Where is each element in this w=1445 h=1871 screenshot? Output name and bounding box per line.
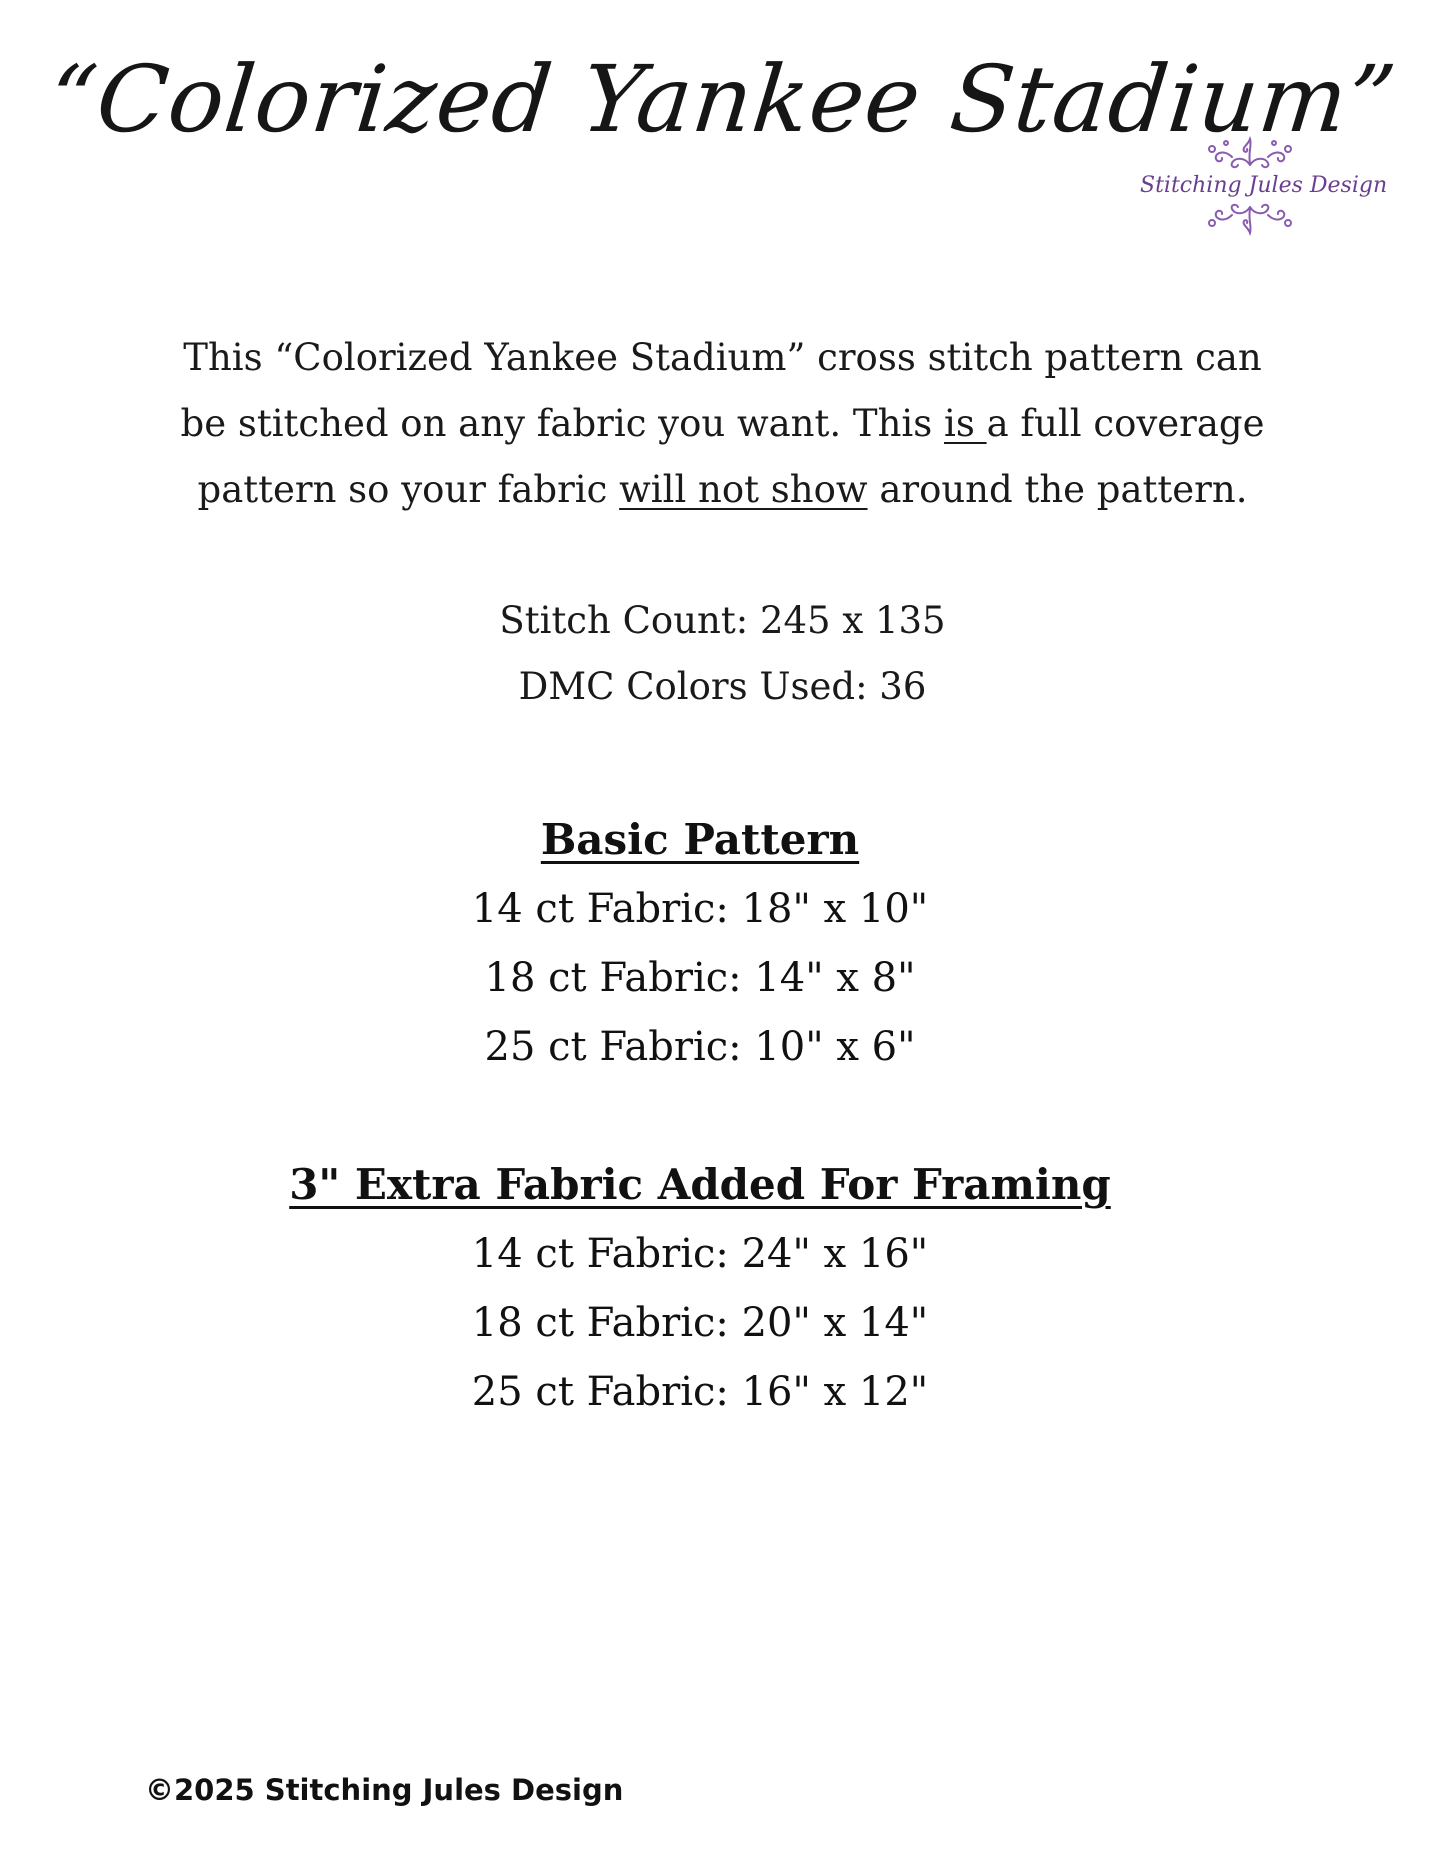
intro-line-3: [150, 457, 1295, 523]
underlined-will-not-show: will not show: [619, 468, 868, 511]
basic-row-25ct: 25 ct Fabric: 10" x 6": [484, 1024, 916, 1070]
intro-line-2-end: a full coverage: [986, 402, 1265, 445]
swirl-flourish-icon: [1190, 203, 1310, 237]
framing-section: [0, 1150, 1400, 1427]
framing-row-25ct: 25 ct Fabric: 16" x 12": [471, 1369, 929, 1415]
intro-line-3-end: around the pattern.: [867, 468, 1248, 511]
basic-row-14ct: 14 ct Fabric: 18" x 10": [471, 886, 929, 932]
intro-line-1: This “Colorized Yankee Stadium” cross stitch pattern can: [183, 336, 1262, 379]
page-title: “Colorized Yankee Stadium”: [43, 46, 1402, 153]
basic-pattern-section: [0, 805, 1400, 1082]
brand-logo: [1140, 135, 1388, 260]
basic-row-18ct: 18 ct Fabric: 14" x 8": [484, 955, 916, 1001]
stitch-count: Stitch Count: 245 x 135: [499, 599, 946, 642]
intro-line-3-start: pattern so your fabric: [197, 468, 620, 511]
intro-paragraph: [150, 325, 1295, 523]
underlined-is: is: [943, 402, 987, 445]
copyright-footer: ©2025 Stitching Jules Design: [145, 1773, 624, 1807]
logo-text: Stitching Jules Design: [1140, 173, 1388, 198]
colors-used: DMC Colors Used: 36: [518, 665, 927, 708]
framing-row-14ct: 14 ct Fabric: 24" x 16": [471, 1231, 929, 1277]
intro-line-2: [150, 391, 1295, 457]
swirl-flourish-icon: [1190, 135, 1310, 169]
pattern-stats: [0, 588, 1445, 720]
framing-row-18ct: 18 ct Fabric: 20" x 14": [471, 1300, 929, 1346]
framing-heading: 3" Extra Fabric Added For Framing: [289, 1160, 1111, 1209]
intro-line-2-start: be stitched on any fabric you want. This: [180, 402, 944, 445]
basic-pattern-heading: Basic Pattern: [540, 815, 860, 864]
